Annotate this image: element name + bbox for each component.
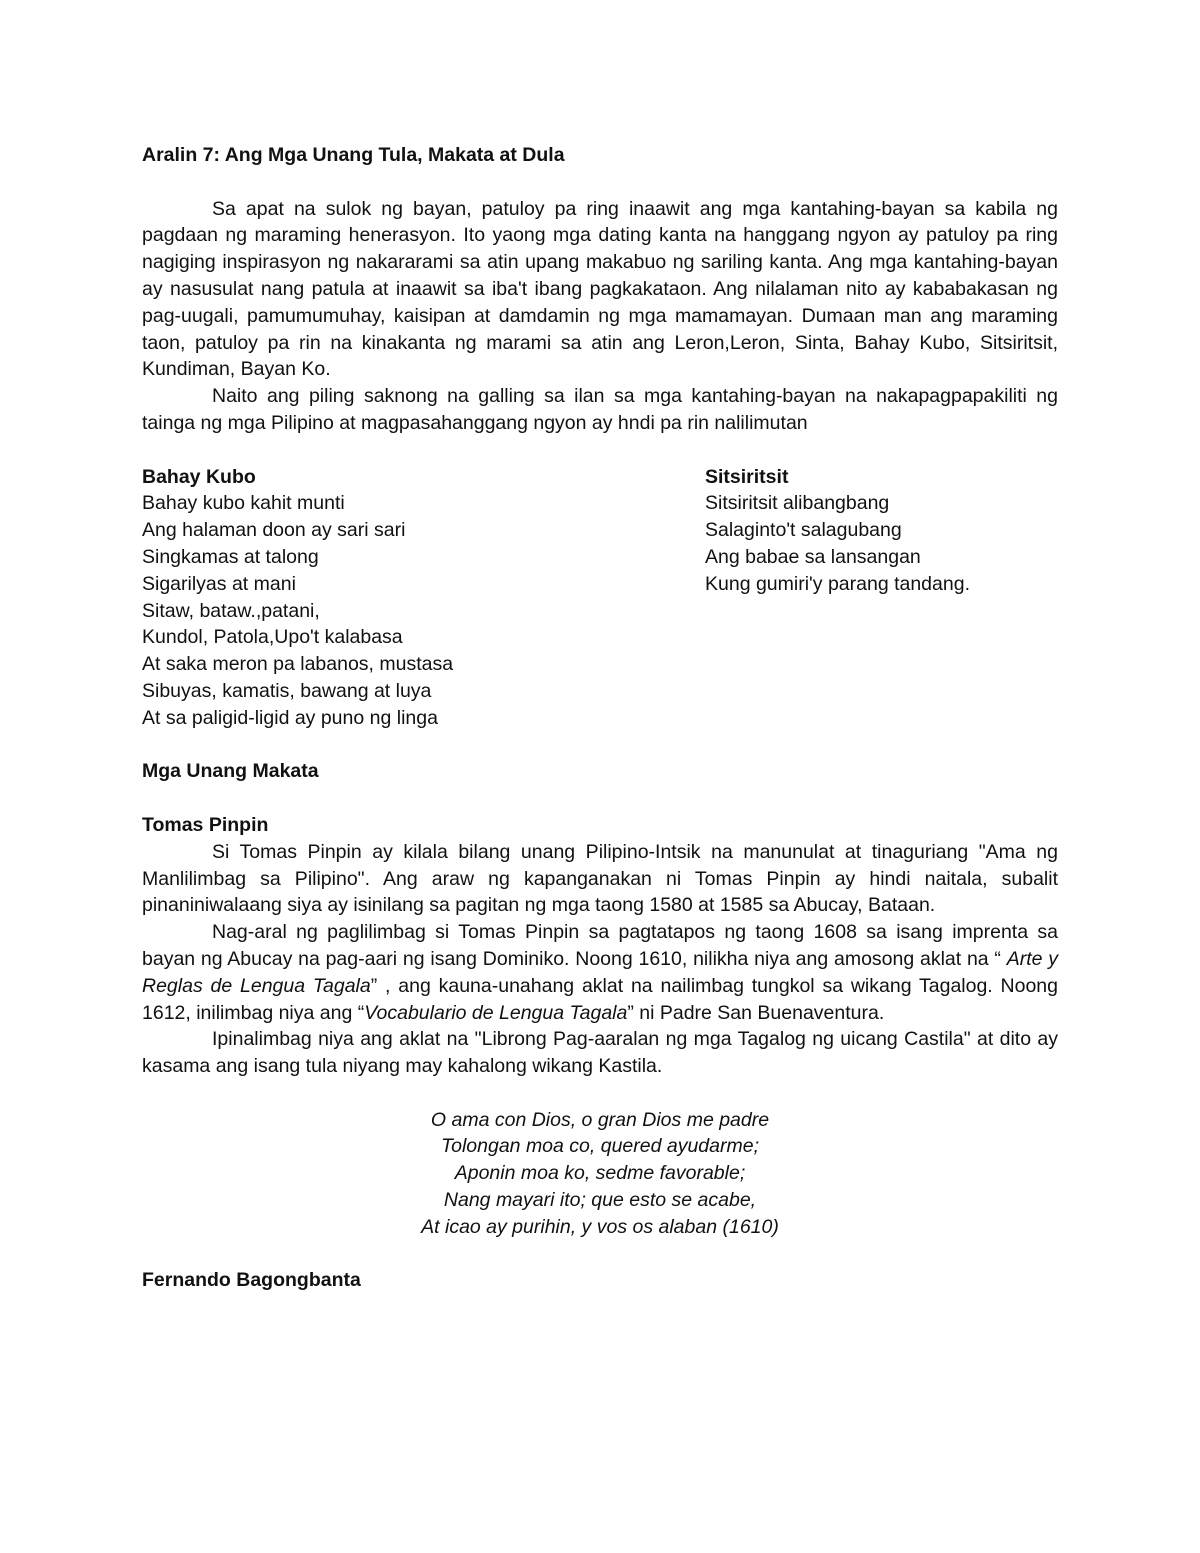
tomas-poem: [142, 1107, 1058, 1241]
intro-paragraph-1: Sa apat na sulok ng bayan, patuloy pa ring inaawit ang mga kantahing-bayan sa kabila ng pagdaan ng maraming henerasyon. Ito yaong mga dating kanta na hanggang ngyon ay patuloy pa ring nagiging inspirasyon ng nakararami sa atin upang makabuo ng sariling kanta. Ang mga kantahing-bayan ay nasusulat nang patula at inaawit sa iba't ibang pagkakataon. Ang nilalaman nito ay kababakasan ng pag-uugali, pamumumuhay, kaisipan at damdamin ng mga mamamayan. Dumaan man ang maraming taon, patuloy pa rin na kinakanta ng marami sa atin ang Leron,Leron, Sinta, Bahay Kubo, Sitsiritsit, Kundiman, Bayan Ko.: [142, 197, 1058, 381]
section-heading-poets: Mga Unang Makata: [142, 760, 319, 783]
song-line: Sibuyas, kamatis, bawang at luya: [142, 679, 432, 702]
song-title: Sitsiritsit: [705, 465, 789, 488]
poem-line: Aponin moa ko, sedme favorable;: [454, 1162, 746, 1185]
spacer: [142, 437, 1058, 464]
song-line: At saka meron pa labanos, mustasa: [142, 653, 454, 676]
song-sitsiritsit: [705, 464, 1058, 732]
tomas-paragraph-3: Ipinalimbag niya ang aklat na "Librong Pag-aaralan ng mga Tagalog ng uicang Castila" at dito ay kasama ang isang tula niyang may kahalong wikang Kastila.: [142, 1028, 1058, 1078]
song-title: Bahay Kubo: [142, 465, 256, 488]
song-line: Sitsiritsit alibangbang: [705, 492, 890, 515]
songs-columns: [142, 464, 1058, 732]
song-line: Sigarilyas at mani: [142, 572, 296, 595]
song-line: At sa paligid-ligid ay puno ng linga: [142, 706, 438, 729]
text-run: ” ni Padre San Buenaventura.: [627, 1001, 885, 1024]
document-page: [142, 142, 1058, 1294]
song-line: Kundol, Patola,Upo't kalabasa: [142, 626, 403, 649]
text-run: ” , ang kauna-unahang aklat na nailimbag tungkol sa wikang Tagalog. Noong 1612, inilimbag niya ang “: [142, 974, 1059, 1024]
song-line: Kung gumiri'y parang tandang.: [705, 572, 970, 595]
song-line: Ang halaman doon ay sari sari: [142, 519, 406, 542]
heading-tomas-pinpin: Tomas Pinpin: [142, 813, 269, 836]
spacer: [142, 1241, 1058, 1268]
tomas-paragraph-2: [142, 919, 1058, 1026]
song-line: Sitaw, bataw.,patani,: [142, 599, 320, 622]
spacer: [142, 785, 1058, 812]
song-line: Salaginto't salagubang: [705, 519, 902, 542]
tomas-paragraph-1: Si Tomas Pinpin ay kilala bilang unang Pilipino-Intsik na manunulat at tinaguriang "Ama ng Manlilimbag sa Pilipino". Ang araw ng kapanganakan ni Tomas Pinpin ay hindi naitala, subalit pinaniniwalaang siya ay isinilang sa pagitan ng mga taong 1580 at 1585 sa Abucay, Bataan.: [142, 840, 1058, 917]
text-run: Nag-aral ng paglilimbag si Tomas Pinpin sa pagtatapos ng taong 1608 sa isang imprenta sa bayan ng Abucay na pag-aari ng isang Dominiko. Noong 1610, nilikha niya ang amosong aklat na “: [142, 921, 1058, 970]
spacer: [142, 1080, 1058, 1107]
book-title-vocabulario: Vocabulario de Lengua Tagala: [364, 1001, 628, 1024]
lesson-title: Aralin 7: Ang Mga Unang Tula, Makata at Dula: [142, 144, 565, 166]
spacer: [142, 169, 1058, 196]
poem-line: Nang mayari ito; que esto se acabe,: [443, 1189, 757, 1212]
book-title-arte: Arte y Reglas de Lengua Tagala: [142, 947, 1058, 997]
heading-fernando-bagongbanta: Fernando Bagongbanta: [142, 1269, 361, 1292]
song-bahay-kubo: [142, 464, 705, 732]
song-line: Singkamas at talong: [142, 545, 319, 568]
poem-line: At icao ay purihin, y vos os alaban (1610): [421, 1215, 779, 1238]
intro-paragraph-2: Naito ang piling saknong na galling sa ilan sa mga kantahing-bayan na nakapagpapakiliti ng tainga ng mga Pilipino at magpasahanggang ngyon ay hndi pa rin nalilimutan: [142, 385, 1058, 434]
poem-line: Tolongan moa co, quered ayudarme;: [441, 1135, 759, 1158]
poem-line: O ama con Dios, o gran Dios me padre: [430, 1108, 770, 1131]
song-line: Ang babae sa lansangan: [705, 545, 921, 568]
song-line: Bahay kubo kahit munti: [142, 492, 345, 515]
spacer: [142, 732, 1058, 759]
